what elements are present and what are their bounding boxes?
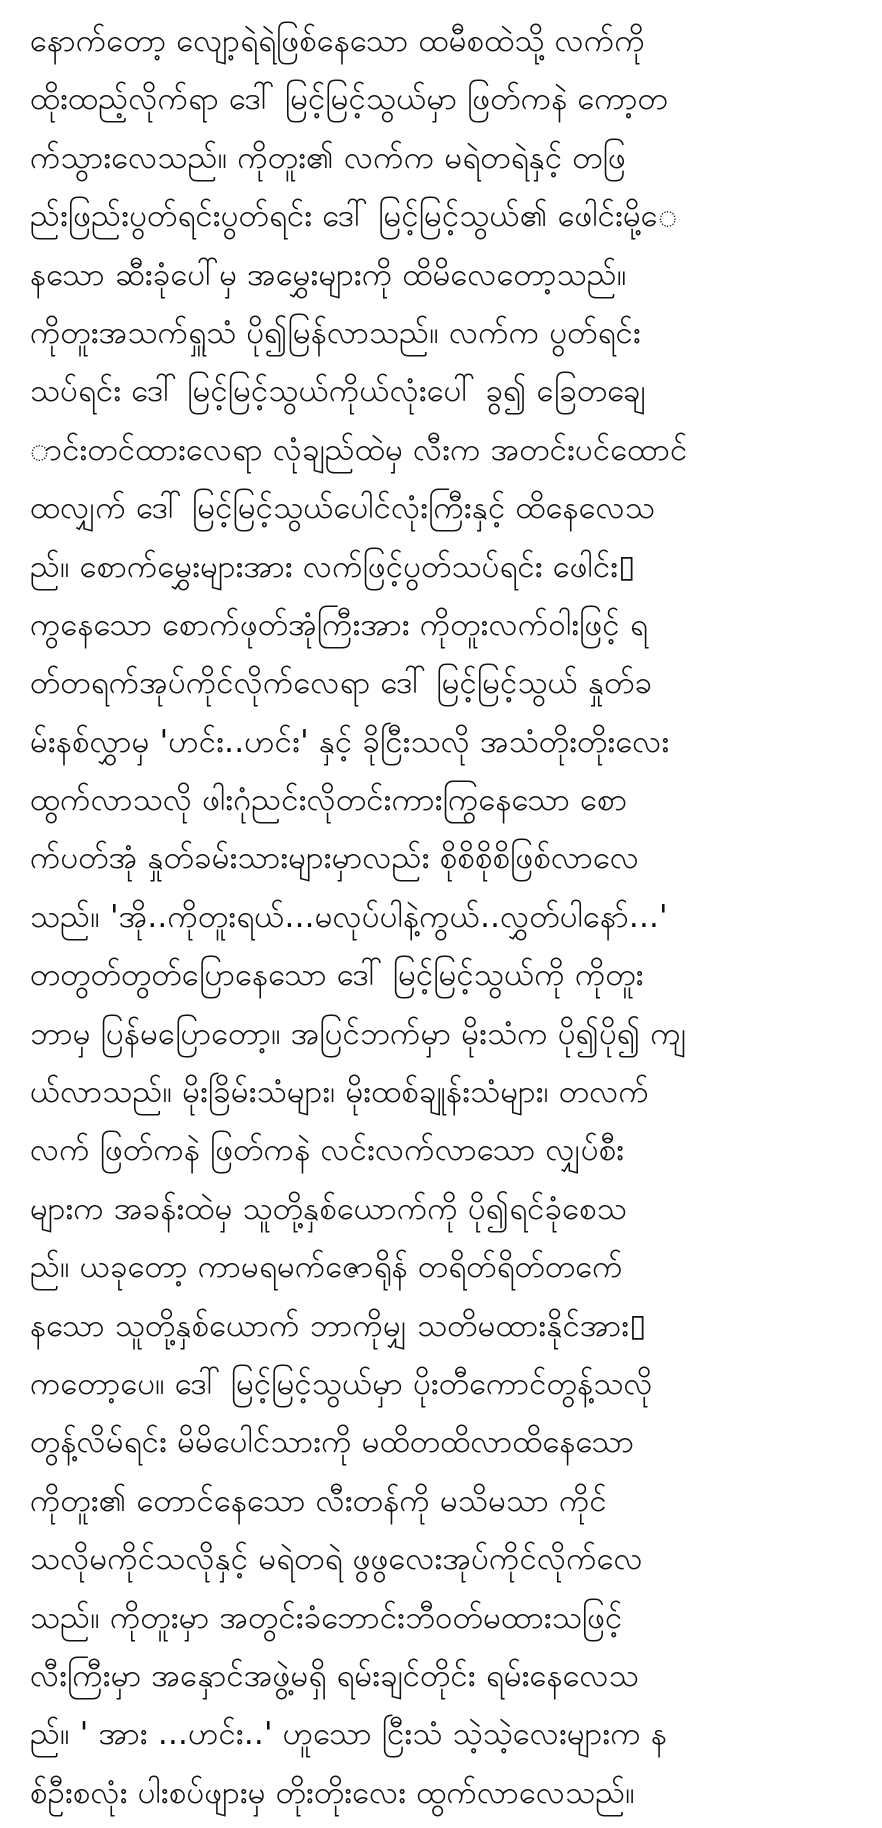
text-line: ကိုတူးအသက်ရှူသံ ပို၍မြန်လာသည်။ လက်က ပွတ်ရင်း bbox=[30, 314, 641, 351]
text-line: နသော ဆီးခုံပေါ်မှ အမွှေးများကို ထိမိလေတော့သည်။ bbox=[30, 256, 627, 293]
text-line: ကိုတူး၏ တောင်နေသော လီးတန်ကို မသိမသာ ကိုင် bbox=[30, 1482, 607, 1519]
text-line: ကတော့ပေ။ ဒေါ် မြင့်မြင့်သွယ်မှာ ပိုးတီကောင်တွန့်သလို bbox=[30, 1365, 653, 1402]
text-line: နောက်တော့ လျော့ရဲရဲဖြစ်နေသော ထမီစထဲသို့ လက်ကို bbox=[30, 23, 645, 59]
text-line: တတွတ်တွတ်ပြောနေသော ဒေါ် မြင့်မြင့်သွယ်ကို ကိုတူး bbox=[30, 957, 644, 994]
text-line: ထလျှက် ဒေါ် မြင့်မြင့်သွယ်ပေါင်လုံးကြီးနှင့် ထိနေလေသ bbox=[30, 490, 656, 527]
text-line: လက် ဖြတ်ကနဲ ဖြတ်ကနဲ လင်းလက်လာသော လျှပ်စီး bbox=[30, 1132, 625, 1169]
text-line: နသော သူတို့နှစ်ယောက် ဘာကိုမျှ သတိမထားနိုင်အား▯ bbox=[30, 1307, 647, 1344]
text-line: ည်းဖြည်းပွတ်ရင်းပွတ်ရင်း ဒေါ် မြင့်မြင့်သွယ်၏ ဖေါင်းမို့ေ bbox=[30, 198, 678, 235]
text-line: စ်ဦးစလုံး ပါးစပ်ဖျားမှ တိုးတိုးလေး ထွက်လာလေသည်။ bbox=[30, 1774, 636, 1811]
text-line: က်ပတ်အုံ နှုတ်ခမ်းသားများမှာလည်း စိုစိစိုစိဖြစ်လာလေ bbox=[30, 840, 640, 877]
text-line: တွန့်လိမ်ရင်း မိမိပေါင်သားကို မထိတထိလာထိနေသော bbox=[30, 1424, 635, 1461]
text-line: မ်းနစ်လွှာမှ 'ဟင်း..ဟင်း' နှင့် ခိုငြီးသလို အသံတိုးတိုးလေး bbox=[30, 723, 670, 760]
text-line: သည်။ ကိုတူးမှာ အတွင်းခံဘောင်းဘီဝတ်မထားသဖြင့် bbox=[30, 1599, 623, 1636]
text-line: ယ်လာသည်။ မိုးခြိမ်းသံများ၊ မိုးထစ်ချုန်းသံများ၊ တလက် bbox=[30, 1074, 650, 1111]
text-line: ည်။ စောက်မွှေးများအား လက်ဖြင့်ပွတ်သပ်ရင်း ဖေါင်း▯ bbox=[30, 548, 636, 585]
text-line: ာင်းတင်ထားလေရာ လုံချည်ထဲမှ လီးက အတင်းပင်ထောင် bbox=[30, 431, 688, 468]
text-line: သပ်ရင်း ဒေါ် မြင့်မြင့်သွယ်ကိုယ်လုံးပေါ် ခွ၍ ခြေတချေ bbox=[30, 373, 646, 410]
text-line: သည်။ 'အို..ကိုတူးရယ်...မလုပ်ပါနဲ့ကွယ်..လွှတ်ပါနော်...' bbox=[30, 898, 668, 935]
text-line: ထွက်လာသလို ဖါးဂုံညင်းလိုတင်းကားကြွနေသော စော bbox=[30, 782, 628, 819]
text-line: ကွနေသော စောက်ဖုတ်အုံကြီးအား ကိုတူးလက်ဝါးဖြင့် ရ bbox=[30, 606, 648, 643]
text-line: ဘာမှ ပြန်မပြောတော့။ အပြင်ဘက်မှာ မိုးသံက ပို၍ပို၍ ကျ bbox=[30, 1015, 686, 1052]
text-line: က်သွားလေသည်။ ကိုတူး၏ လက်က မရဲတရဲနှင့် တဖြ bbox=[30, 139, 626, 176]
text-line: ထိုးထည့်လိုက်ရာ ဒေါ် မြင့်မြင့်သွယ်မှာ ဖြတ်ကနဲ ကော့တ bbox=[30, 81, 669, 118]
text-line: တ်တရက်အုပ်ကိုင်လိုက်လေရာ ဒေါ် မြင့်မြင့်သွယ် နှုတ်ခ bbox=[30, 665, 653, 702]
text-line: ည်။ ယခုတော့ ကာမရမက်ဇောရိုန် တရိတ်ရိတ်တက်ေ bbox=[30, 1249, 623, 1286]
text-line: သလိုမကိုင်သလိုနှင့် မရဲတရဲ ဖွဖွလေးအုပ်ကိုင်လိုက်လေ bbox=[30, 1541, 643, 1578]
text-line: များက အခန်းထဲမှ သူတို့နှစ်ယောက်ကို ပို၍ရင်ခုံစေသ bbox=[30, 1190, 627, 1227]
text-line: ည်။ ' အား ...ဟင်း..' ဟူသော ငြီးသံ သဲ့သဲ့လေးများက န bbox=[30, 1716, 668, 1753]
text-line: လီးကြီးမှာ အနှောင်အဖွဲ့မရှိ ရမ်းချင်တိုင်း ရမ်းနေလေသ bbox=[30, 1657, 639, 1694]
